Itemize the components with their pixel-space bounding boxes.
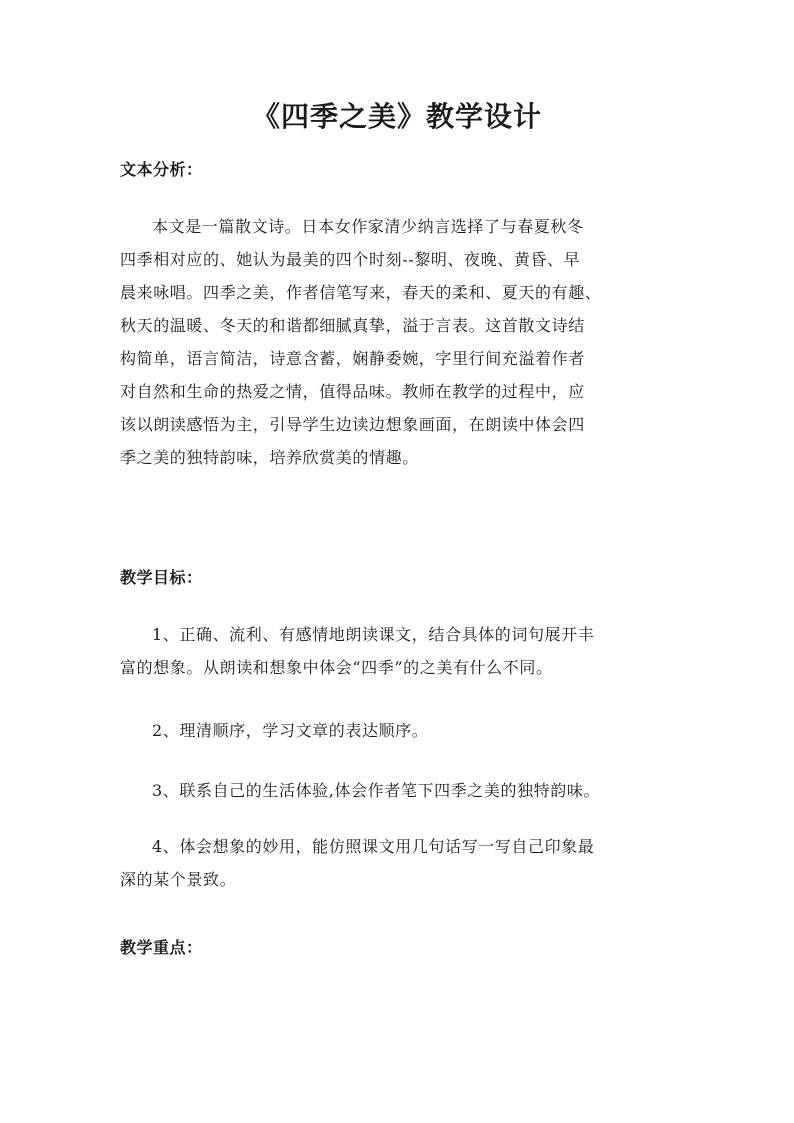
section-heading-text-analysis: 文本分析：	[120, 160, 203, 179]
paragraph-line: 深的某个景致。	[120, 870, 237, 889]
section-heading-teaching-focus: 教学重点：	[120, 938, 203, 957]
goal-item-3	[120, 774, 688, 807]
goal-item-1	[120, 618, 688, 684]
goal-item-2	[120, 714, 688, 747]
paragraph-line: 季之美的独特韵味，培养欣赏美的情趣。	[120, 448, 419, 467]
paragraph-line: 该以朗读感悟为主，引导学生边读边想象画面，在朗读中体会四	[120, 415, 585, 434]
goal-item-4	[120, 830, 688, 896]
document-title: 《四季之美》教学设计	[251, 100, 542, 133]
paragraph-line: 本文是一篇散文诗。日本女作家清少纳言选择了与春夏秋冬	[152, 217, 584, 236]
section-heading-teaching-goals: 教学目标：	[120, 568, 203, 587]
paragraph-line: 晨来咏唱。四季之美，作者信笔写来，春天的柔和、夏天的有趣、	[120, 283, 602, 302]
paragraph-line: 1、正确、流利、有感情地朗读课文，结合具体的词句展开丰	[152, 625, 595, 644]
paragraph-line: 构简单，语言简洁，诗意含蓄，娴静委婉，字里行间充溢着作者	[120, 349, 585, 368]
paragraph-line: 秋天的温暖、冬天的和谐都细腻真挚，溢于言表。这首散文诗结	[120, 316, 585, 335]
paragraph-line: 3、联系自己的生活体验,体会作者笔下四季之美的独特韵味。	[152, 781, 601, 800]
paragraph-line: 对自然和生命的热爱之情，值得品味。教师在教学的过程中，应	[120, 382, 585, 401]
paragraph-line: 四季相对应的、她认为最美的四个时刻--黎明、夜晚、黄昏、早	[120, 250, 581, 269]
paragraph-line: 2、理清顺序，学习文章的表达顺序。	[152, 721, 429, 740]
paragraph-line: 4、体会想象的妙用，能仿照课文用几句话写一写自己印象最	[152, 837, 595, 856]
paragraph-line: 富的想象。从朗读和想象中体会“四季”的之美有什么不同。	[120, 658, 553, 677]
paragraph-text-analysis	[120, 210, 688, 474]
